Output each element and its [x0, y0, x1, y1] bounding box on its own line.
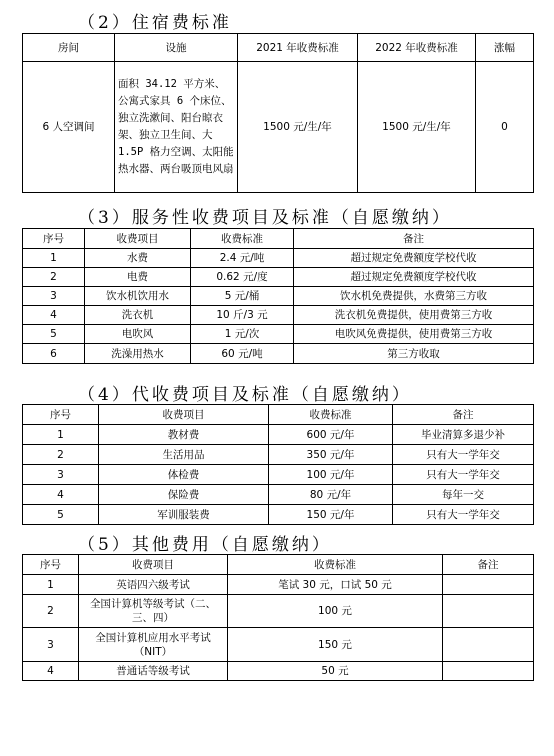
fee-item: 洗衣机 — [85, 306, 191, 325]
increase: 0 — [476, 62, 534, 193]
remark: 每年一交 — [393, 485, 534, 505]
header-cell: 备注 — [443, 555, 534, 575]
accommodation-table — [22, 33, 534, 193]
fee-standard: 150 元/年 — [269, 505, 393, 525]
fee-item: 水费 — [85, 249, 191, 268]
service-fee-table — [22, 228, 534, 364]
row-number: 1 — [23, 425, 99, 445]
table-row — [23, 445, 534, 465]
fee-standard: 60 元/吨 — [191, 344, 294, 364]
table-row — [23, 325, 534, 344]
remark: 洗衣机免费提供，使用费第三方收 — [294, 306, 534, 325]
remark: 毕业清算多退少补 — [393, 425, 534, 445]
header-cell: 序号 — [23, 405, 99, 425]
fee-standard: 1 元/次 — [191, 325, 294, 344]
table-row — [23, 465, 534, 485]
row-number: 5 — [23, 505, 99, 525]
header-cell: 备注 — [294, 229, 534, 249]
table-row — [23, 662, 534, 681]
row-number: 4 — [23, 306, 85, 325]
header-cell: 序号 — [23, 229, 85, 249]
section-2-title: （2）住宿费标准 — [78, 13, 232, 33]
table-row — [23, 344, 534, 364]
row-number: 6 — [23, 344, 85, 364]
header-cell: 备注 — [393, 405, 534, 425]
remark — [443, 595, 534, 628]
fee-item: 电吹风 — [85, 325, 191, 344]
fee-item: 洗澡用热水 — [85, 344, 191, 364]
fee-standard: 80 元/年 — [269, 485, 393, 505]
remark: 超过规定免费额度学校代收 — [294, 268, 534, 287]
header-cell: 2022 年收费标准 — [358, 34, 476, 62]
fee-standard: 100 元 — [228, 595, 443, 628]
header-cell: 收费项目 — [79, 555, 228, 575]
header-cell: 涨幅 — [476, 34, 534, 62]
room-type: 6 人空调间 — [23, 62, 115, 193]
row-number: 1 — [23, 249, 85, 268]
header-cell: 收费标准 — [191, 229, 294, 249]
table-header-row — [23, 34, 534, 62]
table-row — [23, 485, 534, 505]
collection-fee-body — [23, 405, 534, 525]
table-header-row — [23, 405, 534, 425]
row-number: 4 — [23, 485, 99, 505]
remark — [443, 575, 534, 595]
table-row — [23, 306, 534, 325]
header-cell: 设施 — [115, 34, 238, 62]
header-cell: 收费标准 — [269, 405, 393, 425]
table-header-row — [23, 229, 534, 249]
row-number: 3 — [23, 628, 79, 662]
header-cell: 收费标准 — [228, 555, 443, 575]
fee-standard: 100 元/年 — [269, 465, 393, 485]
fee-standard: 350 元/年 — [269, 445, 393, 465]
fee-item: 教材费 — [99, 425, 269, 445]
table-row — [23, 628, 534, 662]
fee-item: 全国计算机应用水平考试（NIT） — [79, 628, 228, 662]
row-number: 5 — [23, 325, 85, 344]
header-cell: 2021 年收费标准 — [238, 34, 358, 62]
other-fee-body — [23, 555, 534, 681]
table-row — [23, 249, 534, 268]
remark: 超过规定免费额度学校代收 — [294, 249, 534, 268]
table-row — [23, 287, 534, 306]
fee-item: 军训服装费 — [99, 505, 269, 525]
section-4-title: （4）代收费项目及标准（自愿缴纳） — [78, 385, 412, 405]
fee-standard: 5 元/桶 — [191, 287, 294, 306]
row-number: 4 — [23, 662, 79, 681]
fee-item: 电费 — [85, 268, 191, 287]
remark: 只有大一学年交 — [393, 445, 534, 465]
remark: 只有大一学年交 — [393, 465, 534, 485]
fee-standard: 2.4 元/吨 — [191, 249, 294, 268]
facility-description: 面积 34.12 平方米、公寓式家具 6 个床位、独立洗漱间、阳台晾衣架、独立卫生间、大 1.5P 格力空调、太阳能热水器、两台吸顶电风扇 — [115, 62, 238, 193]
header-cell: 收费项目 — [85, 229, 191, 249]
collection-fee-table — [22, 404, 534, 525]
table-row — [23, 425, 534, 445]
row-number: 2 — [23, 595, 79, 628]
table-row — [23, 268, 534, 287]
fee-item: 饮水机饮用水 — [85, 287, 191, 306]
fee-standard: 0.62 元/度 — [191, 268, 294, 287]
table-row — [23, 595, 534, 628]
fee-standard: 50 元 — [228, 662, 443, 681]
header-cell: 房间 — [23, 34, 115, 62]
remark: 饮水机免费提供，水费第三方收 — [294, 287, 534, 306]
row-number: 1 — [23, 575, 79, 595]
service-fee-body — [23, 229, 534, 364]
fee-standard: 笔试 30 元，口试 50 元 — [228, 575, 443, 595]
table-row — [23, 505, 534, 525]
remark: 电吹风免费提供，使用费第三方收 — [294, 325, 534, 344]
fee-item: 全国计算机等级考试（二、三、四） — [79, 595, 228, 628]
fee-item: 体检费 — [99, 465, 269, 485]
row-number: 3 — [23, 465, 99, 485]
fee-standard: 600 元/年 — [269, 425, 393, 445]
fee-2021: 1500 元/生/年 — [238, 62, 358, 193]
other-fee-table — [22, 554, 534, 681]
section-3-title: （3）服务性收费项目及标准（自愿缴纳） — [78, 208, 452, 228]
fee-standard: 10 斤/3 元 — [191, 306, 294, 325]
section-5-title: （5）其他费用（自愿缴纳） — [78, 535, 332, 555]
remark — [443, 628, 534, 662]
row-number: 3 — [23, 287, 85, 306]
row-number: 2 — [23, 445, 99, 465]
header-cell: 收费项目 — [99, 405, 269, 425]
header-cell: 序号 — [23, 555, 79, 575]
row-number: 2 — [23, 268, 85, 287]
fee-standard: 150 元 — [228, 628, 443, 662]
fee-item: 保险费 — [99, 485, 269, 505]
fee-2022: 1500 元/生/年 — [358, 62, 476, 193]
table-row — [23, 62, 534, 193]
remark: 第三方收取 — [294, 344, 534, 364]
fee-item: 普通话等级考试 — [79, 662, 228, 681]
table-header-row — [23, 555, 534, 575]
remark — [443, 662, 534, 681]
remark: 只有大一学年交 — [393, 505, 534, 525]
fee-item: 生活用品 — [99, 445, 269, 465]
table-row — [23, 575, 534, 595]
fee-item: 英语四六级考试 — [79, 575, 228, 595]
